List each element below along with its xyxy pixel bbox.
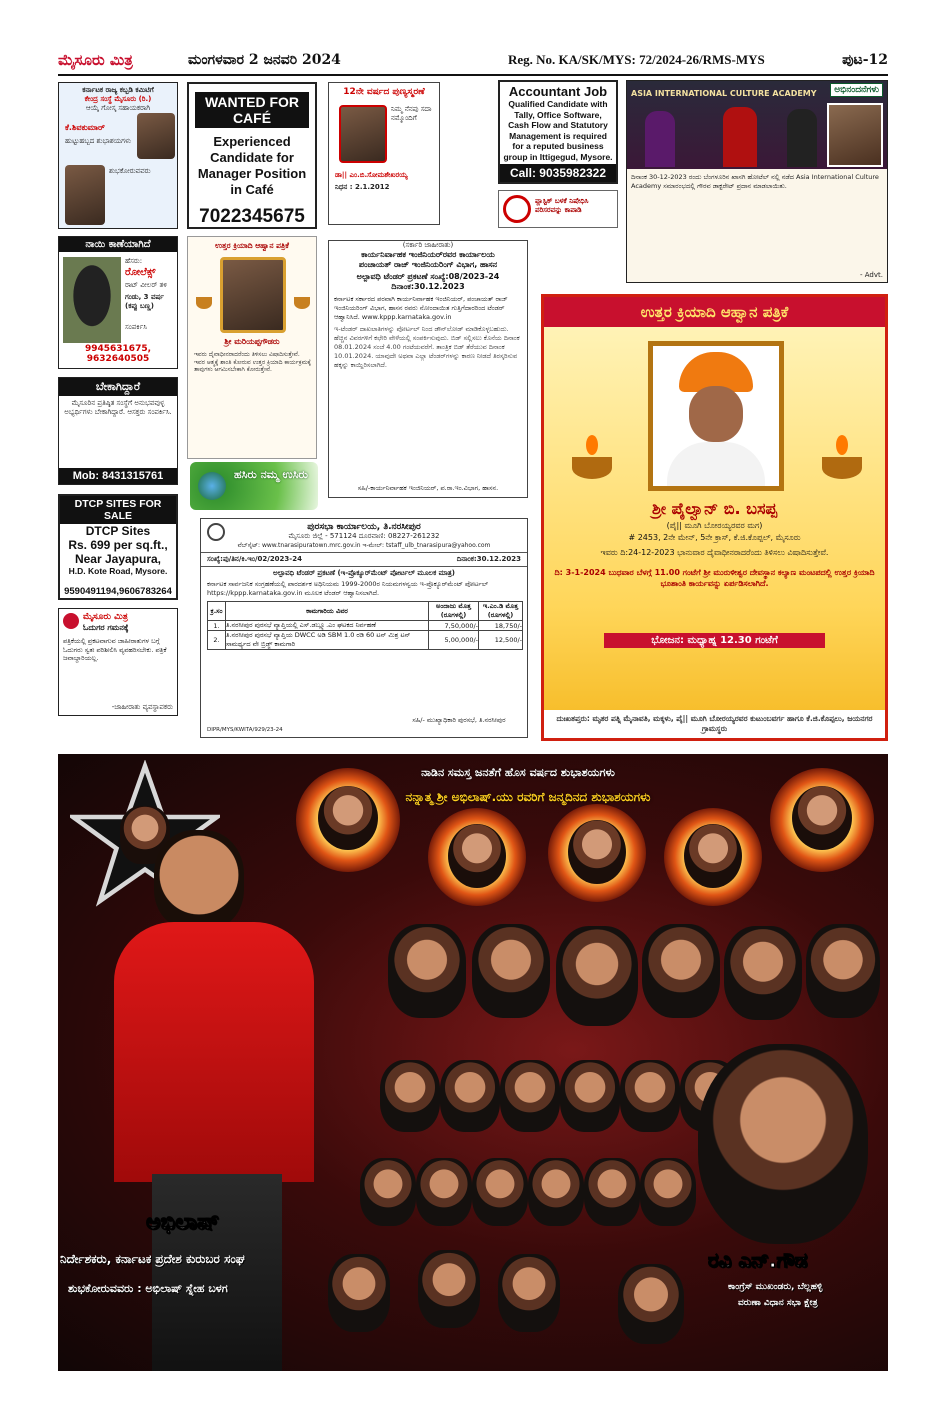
plastic-text: ಪ್ಲಾಸ್ಟಿಕ್ ಬಳಕೆ ನಿಷೇಧಿಸಿ ಪರಿಸರವನ್ನು ಕಾಪಾಡಿ <box>535 197 589 214</box>
tender-hassan-body: ಕರ್ನಾಟಕ ಸರ್ಕಾರದ ಪರವಾಗಿ ಕಾರ್ಯನಿರ್ವಾಹಕ ಇಂಜಿನಿಯರ್, ಪಂಚಾಯತ್ ರಾಜ್ ಇಂಜಿನಿಯರಿಂಗ್ ವಿಭಾಗ, ಹಾಸನ ರವರು ನೋಂದಾಯಿತ ಗುತ್ತಿಗೆದಾರರಿಂದ ಟೆಂಡರ್ ಆಹ್ವಾನಿಸಿದೆ. www.kppp.karnataka.gov.in <box>334 295 508 321</box>
table-header: ಇ.ಎಂ.ಡಿ ಮೊತ್ತ (ರೂಗಳಲ್ಲಿ) <box>479 602 523 621</box>
ravi-role-1: ಕಾಂಗ್ರೆಸ್ ಮುಖಂಡರು, ಬೆಲ್ಲಹಳ್ಳಿ <box>728 1282 823 1292</box>
wanted-ad <box>58 377 178 485</box>
abhilash-role: ನಿರ್ದೇಶಕರು, ಕರ್ನಾಟಕ ಪ್ರದೇಶ ಕುರುಬರ ಸಂಘ <box>60 1252 245 1266</box>
ceremony-person-1 <box>645 111 675 167</box>
leader-portrait <box>792 786 852 850</box>
friend-portrait <box>642 924 720 1018</box>
dtcp-line-2: Rs. 699 per sq.ft., <box>68 538 168 552</box>
memorial-name: ಡಾ|| ಎಂ.ಬಿ.ಸೋಮಶೇಖರಯ್ಯ <box>335 171 408 179</box>
friend-portrait <box>472 1158 528 1226</box>
dtcp-title: DTCP SITES FOR SALE <box>60 496 176 524</box>
uttara-large-line-1: (ಪೈ|| ಮೂಗಿ ಬೋರಯ್ಯರವರ ಮಗ) <box>666 521 763 530</box>
main-person-pants <box>152 1174 282 1371</box>
dtcp-phones: 9590491194,9606783264 <box>64 586 172 597</box>
main-person-face <box>154 830 244 930</box>
uttara-large-meal: ಭೋಜನ: ಮಧ್ಯಾಹ್ನ 12.30 ಗಂಟೆಗೆ <box>604 633 825 648</box>
felicitation-ad <box>58 82 178 229</box>
tnarsipura-notice: ಅಲ್ಪಾವಧಿ ಟೆಂಡರ್ ಪ್ರಕಟಣೆ (ಇ-ಪ್ರೊಕ್ಯೂರ್‌ಮೆಂಟ್ ಪೋರ್ಟಲ್ ಮೂಲಕ ಮಾತ್ರ) <box>272 569 455 577</box>
uttara-large-line-4: ದಿ: 3-1-2024 ಬುಧವಾರ ಬೆಳಗ್ಗೆ 11.00 ಗಂಟೆಗೆ ಶ್ರೀ ಮುರುಳೀಶ್ವರ ದೇವಸ್ಥಾನ ಕಲ್ಯಾಣ ಮಂಟಪದಲ್ಲಿ ಉತ್ತರ ಕ್ರಿಯಾದಿ ಭೂಶಾಂತಿ ಕಾರ್ಯವನ್ನು ಏರ್ಪಡಿಸಲಾಗಿದೆ. <box>554 568 875 588</box>
newspaper-emblem-icon <box>63 613 79 629</box>
tnarsipura-body: ಕರ್ನಾಟಕ ಸಾರ್ವಜನಿಕ ಸಂಗ್ರಹಣೆಯಲ್ಲಿ ಪಾರದರ್ಶಕ ಅಧಿನಿಯಮ 1999-2000ರ ನಿಯಮಗಳನ್ವಯ ಇ-ಪ್ರೊಕ್ಯೂರ್‌ಮೆಂಟ್ ಪೋರ್ಟಲ್ https://kppp.karnataka.gov.in ಮೂಲಕ ಟೆಂಡರ್ ಆಹ್ವಾನಿಸಲಾಗಿದೆ. <box>207 580 489 597</box>
leader-portrait <box>448 824 506 888</box>
awardee-photo <box>827 103 883 167</box>
table-cell: 2. <box>208 631 226 650</box>
tender-hassan-tag: (ಸರ್ಕಾರಿ ಜಾಹೀರಾತು) <box>402 241 454 249</box>
dog-phones: 9945631675, 9632640505 <box>84 344 152 364</box>
dog-photo <box>63 257 121 343</box>
newyear-greeting: ನಾಡಿನ ಸಮಸ್ತ ಜನತೆಗೆ ಹೊಸ ವರ್ಷದ ಶುಭಾಶಯಗಳು <box>421 766 615 779</box>
lamp-icon <box>196 297 212 309</box>
felicitation-name: ಕೆ.ಶಿವಕುಮಾರ್ <box>65 123 105 132</box>
wanted-title: ಬೇಕಾಗಿದ್ದಾರೆ <box>59 378 177 396</box>
friend-portrait <box>416 1158 472 1226</box>
readers-sign: -ಜಾಹೀರಾತು ವ್ಯವಸ್ಥಾಪಕರು <box>111 703 173 711</box>
ravi-role-2: ವರುಣಾ ವಿಧಾನ ಸಭಾ ಕ್ಷೇತ್ರ <box>738 1298 818 1308</box>
tnarsipura-ref: ಸಂಖ್ಯೆ:ಪು/ತಿನ/ಕಿ.ಇಂ/02/2023-24 <box>207 555 302 563</box>
tender-hassan-notice: ಅಲ್ಪಾವಧಿ ಟೆಂಡರ್ ಪ್ರಕಟಣೆ ಸಂಖ್ಯೆ:08/2023-24 <box>356 272 500 281</box>
friend-portrait <box>440 1060 500 1132</box>
friend-portrait <box>584 1158 640 1226</box>
tender-tnarsipura-ad <box>200 518 528 738</box>
uttara-large-line-3: ಇವರು ದಿ:24-12-2023 ಭಾನುವಾರ ದೈವಾಧೀನರಾದರೆಂದು ತಿಳಿಸಲು ವಿಷಾದಿಸುತ್ತೇವೆ. <box>600 548 829 557</box>
portrait-shirt <box>667 442 765 486</box>
flame-icon <box>836 435 848 455</box>
uttara-small-name: ಶ್ರೀ ಮರಿಯಪ್ಪಗೌಡರು <box>224 337 280 346</box>
globe-icon <box>198 472 226 500</box>
registration-number: Reg. No. KA/SK/MYS: 72/2024-26/RMS-MYS <box>508 52 765 67</box>
portrait-face <box>689 386 743 442</box>
friend-portrait <box>556 926 638 1026</box>
table-cell: 18,750/- <box>479 621 523 631</box>
tender-hassan-title-2: ಪಂಚಾಯತ್ ರಾಜ್ ಇಂಜಿನಿಯರಿಂಗ್ ವಿಭಾಗ, ಹಾಸನ <box>358 260 498 269</box>
friend-portrait <box>806 924 880 1018</box>
wanted-body: ಮೈಸೂರಿನ ಪ್ರತಿಷ್ಠಿತ ಸಂಸ್ಥೆಗೆ ಅನುಭವವುಳ್ಳ ಅಭ್ಯರ್ಥಿಗಳು ಬೇಕಾಗಿದ್ದಾರೆ. ಆಸಕ್ತರು ಸಂಪರ್ಕಿಸಿ. <box>64 399 172 416</box>
main-person-shirt <box>114 922 314 1182</box>
uttara-large-footer: ದುಃಖತಪ್ತರು: ಮೃತರ ಪತ್ನಿ ಮೈನಾವತಿ, ಮಕ್ಕಳು, ಪೈ|| ಮೂಗಿ ಬೋರಯ್ಯರವರ ಕುಟುಂಬವರ್ಗ ಹಾಗೂ ಕೆ.ಜಿ.ಕೊಪ್ಪಲು, ಜಯನಗರ ಗ್ರಾಮಸ್ಥರು <box>544 710 885 738</box>
wisher-photo <box>65 165 105 225</box>
ceremony-person-2 <box>723 107 757 167</box>
ceremony-banner: ASIA INTERNATIONAL CULTURE ACADEMY <box>631 89 817 98</box>
table-cell: 1. <box>208 621 226 631</box>
missing-dog-ad <box>58 236 178 369</box>
ravi-portrait <box>698 1044 868 1244</box>
tender-hassan-title-1: ಕಾರ್ಯನಿರ್ವಾಹಕ ಇಂಜಿನಿಯರ್‌ರವರ ಕಾರ್ಯಾಲಯ <box>361 250 495 259</box>
tnarsipura-title: ಪುರಸಭಾ ಕಾರ್ಯಾಲಯ, ತಿ.ನರಸೀಪುರ <box>307 522 421 532</box>
dtcp-sites-ad <box>58 494 178 600</box>
friend-portrait <box>640 1158 696 1226</box>
dtcp-line-4: H.D. Kote Road, Mysore. <box>68 566 168 576</box>
table-row <box>208 621 523 631</box>
uttara-large-line-2: # 2453, 2ನೇ ಮೇನ್, 5ನೇ ಕ್ರಾಸ್, ಕೆ.ಜಿ.ಕೊಪ್ಪಲ್, ಮೈಸೂರು <box>628 533 801 542</box>
cafe-job-ad <box>187 82 317 229</box>
dtcp-line-1: DTCP Sites <box>85 524 151 538</box>
abhilash-name: ಅಭಿಲಾಷ್ <box>146 1210 220 1235</box>
page-header <box>58 46 888 76</box>
tnarsipura-date: ದಿನಾಂಕ:30.12.2023 <box>456 555 521 563</box>
accountant-title: Accountant Job <box>508 84 608 99</box>
dog-breed: ರಾಟ್ ವೀಲರ್ ತಳಿ <box>125 281 168 289</box>
flame-icon <box>586 435 598 455</box>
memorial-photo <box>339 105 387 163</box>
leader-portrait <box>684 824 742 888</box>
plastic-ban-ad <box>498 190 618 228</box>
memorial-date: ನಿಧನ : 2.1.2012 <box>335 183 390 191</box>
dog-contact-label: ಸಂಪರ್ಕಿಸಿ <box>125 323 147 331</box>
readers-notice <box>58 608 178 716</box>
uttara-kriya-large-ad <box>541 294 888 741</box>
memorial-title: 12ನೇ ವರ್ಷದ ಪುಣ್ಯಸ್ಮರಣೆ <box>343 87 425 97</box>
accountant-call: Call: 9035982322 <box>500 164 616 182</box>
dog-details: ಗಂಡು, 3 ವರ್ಷ (ಕಪ್ಪು ಬಣ್ಣ) <box>125 293 164 310</box>
leader-portrait <box>318 786 378 850</box>
tnarsipura-code: DIPR/MYS/KWITA/929/23-24 <box>207 727 283 733</box>
leader-portrait <box>568 820 626 884</box>
birthday-wish: ನನ್ನಾತ್ಮ ಶ್ರೀ ಅಭಿಲಾಷ್.ಯು ರವರಿಗೆ ಜನ್ಮದಿನದ ಶುಭಾಶಯಗಳು <box>405 790 651 804</box>
dog-name: ರೋಲೆಕ್ಸ್ <box>125 267 156 278</box>
tender-hassan-date: ದಿನಾಂಕ:30.12.2023 <box>391 282 465 291</box>
readers-title: ಓದುಗರ ಗಮನಕ್ಕೆ <box>83 623 129 632</box>
accountant-body: Qualified Candidate with Tally, Office Software, Cash Flow and Statutory Management is required for a reputed business group in Ittigegud, Mysore. <box>503 99 613 162</box>
abhinandana-advt: - Advt. <box>860 271 883 279</box>
cafe-title: WANTED FOR CAFÉ <box>195 92 309 128</box>
table-row <box>208 631 523 650</box>
friend-portrait <box>388 924 466 1018</box>
readers-body: ಪತ್ರಿಕೆಯಲ್ಲಿ ಪ್ರಕಟವಾಗುವ ಜಾಹೀರಾತುಗಳ ಬಗ್ಗೆ ಓದುಗರು ಸ್ವತಃ ಪರಿಶೀಲಿಸಿ ವ್ಯವಹರಿಸಬೇಕು. ಪತ್ರಿಕೆ ಜವಾಬ್ದಾರಿಯಲ್ಲ. <box>63 637 167 662</box>
accountant-job-ad <box>498 80 618 184</box>
friend-portrait <box>472 924 550 1018</box>
friend-portrait <box>724 926 802 1020</box>
uttara-large-title: ಉತ್ತರ ಕ್ರಿಯಾದಿ ಆಹ್ವಾನ ಪತ್ರಿಕೆ <box>544 297 885 327</box>
tender-hassan-sign: ಸಹಿ/-ಕಾರ್ಯನಿರ್ವಾಹಕ ಇಂಜಿನಿಯರ್, ಪ.ರಾ.ಇಂ.ವಿಭಾಗ, ಹಾಸನ. <box>357 484 499 492</box>
table-cell: 12,500/- <box>479 631 523 650</box>
tender-hassan-ad: (ಸರ್ಕಾರಿ ಜಾಹೀರಾತು) ಕಾರ್ಯನಿರ್ವಾಹಕ ಇಂಜಿನಿಯರ್‌ರವರ ಕಾರ್ಯಾಲಯ ಪಂಚಾಯತ್ ರಾಜ್ ಇಂಜಿನಿಯರಿಂಗ್ ವಿಭಾಗ, ಹಾಸನ ಅಲ್ಪಾವಧಿ ಟೆಂಡರ್ ಪ್ರಕಟಣೆ ಸಂಖ್ಯೆ:08/2023-24 ದಿನಾಂಕ:30.12.2023 ಕರ್ನಾಟಕ ಸರ್ಕಾರದ ಪರವಾಗಿ ಕಾರ್ಯನಿರ್ವಾಹಕ ಇಂಜಿನಿಯರ್, ಪಂಚಾಯತ್ ರಾಜ್ ಇಂಜಿನಿಯರಿಂಗ್ ವಿಭಾಗ, ಹಾಸನ ರವರು ನೋಂದಾಯಿತ ಗುತ್ತಿಗೆದಾರರಿಂದ ಟೆಂಡರ್ ಆಹ್ವಾನಿಸಿದೆ. www.kppp.karnataka.gov.in ಇ-ಟೆಂಡರ್ ದಾಖಲಾತಿಗಳನ್ನು ಪೋರ್ಟಲ್ ನಿಂದ ಡೌನ್‌ಲೋಡ್ ಮಾಡಿಕೊಳ್ಳಬಹುದು. ಹೆಚ್ಚಿನ ವಿವರಗಳಿಗೆ ಕಛೇರಿ ವೇಳೆಯಲ್ಲಿ ಸಂಪರ್ಕಿಸುವುದು. ಬಿಡ್ ಸಲ್ಲಿಸಲು ಕೊನೆಯ ದಿನಾಂಕ 08.01.2024 ಸಂಜೆ 4.00 ಗಂಟೆಯವರೆಗೆ. ತಾಂತ್ರಿಕ ಬಿಡ್ ತೆರೆಯುವ ದಿನಾಂಕ 10.01.2024. ಯಾವುದೇ ಅಥವಾ ಎಲ್ಲಾ ಟೆಂಡರ್‌ಗಳನ್ನು ಕಾರಣ ನೀಡದೆ ತಿರಸ್ಕರಿಸುವ ಹಕ್ಕನ್ನು ಕಾಯ್ದಿರಿಸಲಾಗಿದೆ. ಸಹಿ/-ಕಾರ್ಯನಿರ್ವಾಹಕ ಇಂಜಿನಿಯರ್, ಪ.ರಾ.ಇಂ.ವಿಭಾಗ, ಹಾಸನ. <box>328 240 528 498</box>
abhinandana-ad <box>626 80 888 283</box>
felicitation-line-1: ಕರ್ನಾಟಕ ರಾಜ್ಯ ಕಬ್ಬಡಿ ಕಮಿಟಿಗೆ <box>82 86 154 94</box>
dog-label: ಹೆಸರು: <box>125 257 143 265</box>
uttara-small-title: ಉತ್ತರ ಕ್ರಿಯಾದಿ ಆಹ್ವಾನ ಪತ್ರಿಕೆ <box>215 241 289 250</box>
memorial-12-ad: 12ನೇ ವರ್ಷದ ಪುಣ್ಯಸ್ಮರಣೆ ನಿಮ್ಮ ನೆನಪು ಸದಾ ನಮ್ಮೊಂದಿಗೆ ಡಾ|| ಎಂ.ಬಿ.ಸೋಮಶೇಖರಯ್ಯ ನಿಧನ : 2.1.2012 <box>328 82 440 225</box>
birthday-banner-ad <box>58 754 888 1371</box>
uttara-small-photo <box>220 257 286 333</box>
felicitation-line-2: ಕೇಂದ್ರ ಸಂಸ್ಥೆ ಮೈಸೂರು (ರಿ.) <box>84 95 152 103</box>
table-header: ಅಂದಾಜು ಮೊತ್ತ (ರೂಗಳಲ್ಲಿ) <box>429 602 479 621</box>
lamp-icon <box>572 457 612 479</box>
felicitation-line-4: ಹುಟ್ಟುಹಬ್ಬದ ಶುಭಾಶಯಗಳು <box>65 137 131 145</box>
friend-portrait <box>328 1254 390 1332</box>
table-cell: ತಿ.ನರಸೀಪುರ ಪುರಸಭೆ ವ್ಯಾಪ್ತಿಯ DWCC ಅಡಿ SBM 1.0 ರಡಿ 60 ಟನ್ ಮಿಶ್ರ ಟನ್ ಸಾಮರ್ಥ್ಯದ ವೇ ಬ್ರಿಡ್ಜ್ ಕಾಮಗಾರಿ <box>226 631 429 650</box>
tnarsipura-sub: ಮೈಸೂರು ಜಿಲ್ಲೆ - 571124 ದೂರವಾಣಿ: 08227-261232 <box>288 532 440 540</box>
tnarsipura-web: ವೆಬ್‌ಸೈಟ್: www.tnarasipuratown.mrc.gov.in ಇ-ಮೇಲ್: tstaff_ulb_tnarasipura@yahoo.com <box>237 542 491 549</box>
cafe-body: Experienced Candidate for Manager Position in Café <box>197 134 307 197</box>
readers-logo: ಮೈಸೂರು ಮಿತ್ರ <box>83 612 128 622</box>
felicitation-line-3: ಆಯ್ಕೆ ಗೋಸ್ಕ ಸಹಾಯಕರಾಗಿ <box>85 104 151 112</box>
green-campaign-text: ಹಸಿರು ನಮ್ಮ ಉಸಿರು <box>234 468 308 481</box>
uttara-large-name: ಶ್ರೀ ಪೈಲ್ವಾನ್ ಬಿ. ಬಸಪ್ಪ <box>652 499 777 518</box>
friend-portrait <box>560 1060 620 1132</box>
friend-portrait <box>500 1060 560 1132</box>
tnarsipura-table <box>207 601 523 650</box>
uttara-large-frame <box>648 341 784 491</box>
friend-portrait <box>418 1250 480 1328</box>
friend-portrait <box>380 1060 440 1132</box>
no-plastic-icon <box>503 195 531 223</box>
felicitation-line-5: ಶುಭಕೋರುವವರು <box>109 167 151 175</box>
tnarsipura-sign: ಸಹಿ/- ಮುಖ್ಯಾಧಿಕಾರಿ ಪುರಸಭೆ, ತಿ.ನರಸೀಪುರ <box>412 716 506 724</box>
page-number: ಪುಟ-12 <box>842 52 888 68</box>
dtcp-line-3: Near Jayapura, <box>74 552 162 566</box>
lamp-icon <box>822 457 862 479</box>
uttara-kriya-small-ad: ಉತ್ತರ ಕ್ರಿಯಾದಿ ಆಹ್ವಾನ ಪತ್ರಿಕೆ ಶ್ರೀ ಮರಿಯಪ್ಪಗೌಡರು ಇವರು ದೈವಾಧೀನರಾದರೆಂದು ತಿಳಿಸಲು ವಿಷಾದಿಸುತ್ತೇವೆ. ಇವರ ಆತ್ಮಕ್ಕೆ ಶಾಂತಿ ಕೋರುವ ಉತ್ತರ ಕ್ರಿಯಾದಿ ಕಾರ್ಯಕ್ರಮಕ್ಕೆ ತಾವುಗಳು ಆಗಮಿಸಬೇಕಾಗಿ ಕೋರುತ್ತೇವೆ. <box>187 236 317 459</box>
felicitation-photo <box>137 113 175 159</box>
friend-portrait <box>498 1254 560 1332</box>
table-header: ಕ್ರ.ಸಂ <box>208 602 226 621</box>
wishers-line: ಶುಭಕೋರುವವರು : ಅಭಿಲಾಷ್ ಸ್ನೇಹ ಬಳಗ <box>68 1282 228 1295</box>
table-cell: ತಿ.ನರಸೀಪುರ ಪುರಸಭೆ ವ್ಯಾಪ್ತಿಯಲ್ಲಿ ಎಸ್.ಡಬ್ಲ್ಯೂ.ಎಂ ಘಟಕದ ನಿರ್ವಹಣೆ <box>226 621 429 631</box>
green-campaign-ad <box>190 462 318 510</box>
friend-portrait <box>528 1158 584 1226</box>
abhinandana-body: ದಿನಾಂಕ 30-12-2023 ರಂದು ಬೆಂಗಳೂರಿನ ಖಾಸಗಿ ಹೋಟೆಲ್ ನಲ್ಲಿ ನಡೆದ Asia International Culture Academy ಸಮಾರಂಭದಲ್ಲಿ ಗೌರವ ಡಾಕ್ಟರೇಟ್ ಪ್ರದಾನ ಮಾಡಲಾಯಿತು. <box>631 173 879 190</box>
issue-date: ಮಂಗಳವಾರ 2 ಜನವರಿ 2024 <box>188 52 341 68</box>
table-cell: 7,50,000/- <box>429 621 479 631</box>
friend-portrait <box>620 1060 680 1132</box>
ravi-name: ರವಿ ಎನ್.ಗೌಡ <box>708 1248 808 1272</box>
dog-title: ನಾಯಿ ಕಾಣೆಯಾಗಿದೆ <box>59 237 177 252</box>
friend-portrait <box>360 1158 416 1226</box>
wanted-mobile: Mob: 8431315761 <box>59 468 177 484</box>
table-cell: 5,00,000/- <box>429 631 479 650</box>
friend-portrait <box>618 1264 684 1344</box>
abhinandana-title: ಅಭಿನಂದನೆಗಳು <box>830 83 883 97</box>
ceremony-person-3 <box>787 109 817 167</box>
cafe-phone: 7022345675 <box>199 206 305 227</box>
government-emblem-icon <box>207 523 225 541</box>
lamp-icon <box>294 297 310 309</box>
newspaper-logo: ಮೈಸೂರು ಮಿತ್ರ <box>58 51 133 69</box>
table-header: ಕಾಮಗಾರಿಯ ವಿವರ <box>226 602 429 621</box>
